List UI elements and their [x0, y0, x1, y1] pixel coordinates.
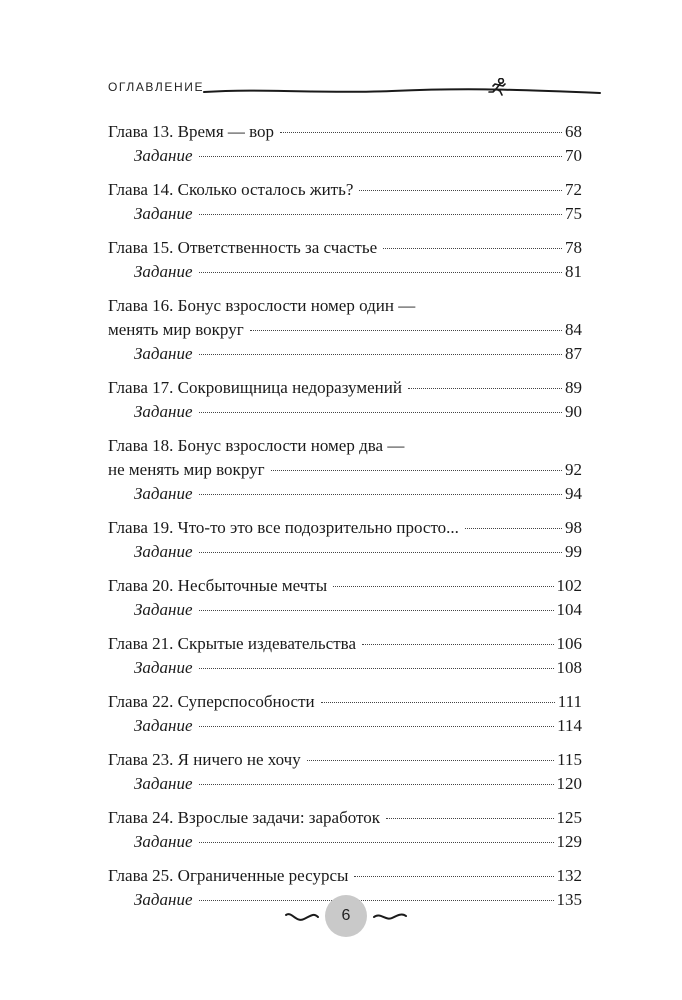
- task-row[interactable]: [108, 772, 582, 796]
- chapter-page: 68: [565, 122, 582, 141]
- dot-leader: [386, 818, 554, 819]
- chapter-title: менять мир вокруг: [108, 320, 244, 339]
- chapter-title: Глава 19. Что-то это все подозрительно просто...: [108, 518, 459, 537]
- toc-chapter: [108, 236, 582, 284]
- chapter-page: 92: [565, 460, 582, 479]
- chapter-row[interactable]: [108, 376, 582, 400]
- task-page: 90: [565, 402, 582, 421]
- task-page: 114: [557, 716, 582, 735]
- task-title: Задание: [134, 402, 193, 421]
- dot-leader: [359, 190, 562, 191]
- dot-leader: [199, 610, 554, 611]
- task-page: 94: [565, 484, 582, 503]
- chapter-row[interactable]: [108, 318, 582, 342]
- task-title: Задание: [134, 600, 193, 619]
- task-page: 99: [565, 542, 582, 561]
- chapter-title: Глава 15. Ответственность за счастье: [108, 238, 378, 257]
- chapter-title: Глава 14. Сколько осталось жить?: [108, 180, 354, 199]
- task-title: Задание: [134, 204, 193, 223]
- chapter-title: Глава 21. Скрытые издевательства: [108, 634, 356, 653]
- page-number: 6: [341, 907, 351, 924]
- dot-leader: [199, 156, 563, 157]
- toc-chapter: [108, 632, 582, 680]
- task-page: 120: [556, 774, 582, 793]
- chapter-page: 72: [565, 180, 582, 199]
- dot-leader: [199, 272, 563, 273]
- dot-leader: [333, 586, 553, 587]
- chapter-row[interactable]: [108, 120, 582, 144]
- dot-leader: [199, 842, 554, 843]
- task-page: 81: [565, 262, 582, 281]
- dot-leader: [199, 668, 554, 669]
- dot-leader: [199, 726, 555, 727]
- task-row[interactable]: [108, 540, 582, 564]
- dot-leader: [199, 412, 563, 413]
- chapter-page: 111: [557, 692, 582, 711]
- chapter-title: Глава 24. Взрослые задачи: заработок: [108, 808, 380, 827]
- task-page: 87: [565, 344, 582, 363]
- chapter-title: Глава 23. Я ничего не хочу: [108, 750, 301, 769]
- chapter-row[interactable]: [108, 178, 582, 202]
- left-squiggle-icon: [284, 909, 320, 925]
- dot-leader: [280, 132, 562, 133]
- chapter-row[interactable]: [108, 864, 582, 888]
- task-row[interactable]: [108, 830, 582, 854]
- task-title: Задание: [134, 716, 193, 735]
- chapter-row[interactable]: [108, 236, 582, 260]
- task-title: Задание: [134, 832, 193, 851]
- page-footer: [0, 895, 682, 945]
- chapter-page: 132: [556, 866, 582, 885]
- task-title: Задание: [134, 344, 193, 363]
- task-row[interactable]: [108, 260, 582, 284]
- chapter-title: Глава 22. Суперспособности: [108, 692, 315, 711]
- chapter-title-line1: Глава 16. Бонус взрослости номер один —: [108, 296, 416, 315]
- task-row[interactable]: [108, 342, 582, 366]
- chapter-page: 89: [565, 378, 582, 397]
- chapter-title-line1: Глава 18. Бонус взрослости номер два —: [108, 436, 405, 455]
- chapter-row[interactable]: [108, 516, 582, 540]
- header-rule: [202, 78, 602, 106]
- chapter-page: 78: [565, 238, 582, 257]
- task-title: Задание: [134, 658, 193, 677]
- chapter-row[interactable]: [108, 574, 582, 598]
- chapter-page: 98: [565, 518, 582, 537]
- dot-leader: [354, 876, 553, 877]
- dot-leader: [199, 214, 563, 215]
- toc-chapter: [108, 294, 582, 366]
- toc-chapter: [108, 376, 582, 424]
- chapter-title: Глава 20. Несбыточные мечты: [108, 576, 328, 595]
- task-row[interactable]: [108, 714, 582, 738]
- toc-chapter: [108, 178, 582, 226]
- task-page: 108: [556, 658, 582, 677]
- task-row[interactable]: [108, 400, 582, 424]
- task-row[interactable]: [108, 656, 582, 680]
- task-title: Задание: [134, 484, 193, 503]
- right-squiggle-icon: [372, 909, 408, 925]
- task-page: 70: [565, 146, 582, 165]
- page-number-badge: [325, 895, 367, 937]
- chapter-row[interactable]: [108, 690, 582, 714]
- toc-chapter: [108, 806, 582, 854]
- task-title: Задание: [134, 774, 193, 793]
- task-title: Задание: [134, 262, 193, 281]
- task-page: 129: [556, 832, 582, 851]
- dot-leader: [321, 702, 555, 703]
- chapter-row[interactable]: [108, 748, 582, 772]
- page-header: [108, 78, 588, 108]
- dot-leader: [408, 388, 562, 389]
- task-title: Задание: [134, 542, 193, 561]
- chapter-page: 125: [556, 808, 582, 827]
- toc-chapter: [108, 120, 582, 168]
- table-of-contents: [108, 120, 582, 922]
- running-person-icon: [489, 78, 505, 95]
- header-title: ОГЛАВЛЕНИЕ: [108, 80, 205, 94]
- task-row[interactable]: [108, 202, 582, 226]
- dot-leader: [199, 354, 563, 355]
- chapter-title: Глава 13. Время — вор: [108, 122, 275, 141]
- dot-leader: [199, 784, 554, 785]
- chapter-row[interactable]: [108, 806, 582, 830]
- chapter-title: Глава 25. Ограниченные ресурсы: [108, 866, 349, 885]
- toc-chapter: [108, 574, 582, 622]
- toc-chapter: [108, 516, 582, 564]
- dot-leader: [465, 528, 562, 529]
- dot-leader: [199, 494, 563, 495]
- dot-leader: [383, 248, 562, 249]
- task-row[interactable]: [108, 482, 582, 506]
- task-title: Задание: [134, 890, 193, 909]
- dot-leader: [250, 330, 562, 331]
- chapter-page: 115: [557, 750, 582, 769]
- toc-chapter: [108, 434, 582, 506]
- chapter-page: 102: [556, 576, 582, 595]
- task-title: Задание: [134, 146, 193, 165]
- chapter-row[interactable]: [108, 458, 582, 482]
- chapter-page: 106: [556, 634, 582, 653]
- task-page: 104: [556, 600, 582, 619]
- task-page: 135: [556, 890, 582, 909]
- dot-leader: [362, 644, 554, 645]
- chapter-row[interactable]: [108, 632, 582, 656]
- dot-leader: [271, 470, 562, 471]
- toc-chapter: [108, 690, 582, 738]
- chapter-title: Глава 17. Сокровищница недоразумений: [108, 378, 402, 397]
- task-row[interactable]: [108, 598, 582, 622]
- toc-chapter: [108, 748, 582, 796]
- chapter-page: 84: [565, 320, 582, 339]
- dot-leader: [307, 760, 554, 761]
- task-row[interactable]: [108, 144, 582, 168]
- dot-leader: [199, 552, 563, 553]
- task-page: 75: [565, 204, 582, 223]
- chapter-title: не менять мир вокруг: [108, 460, 265, 479]
